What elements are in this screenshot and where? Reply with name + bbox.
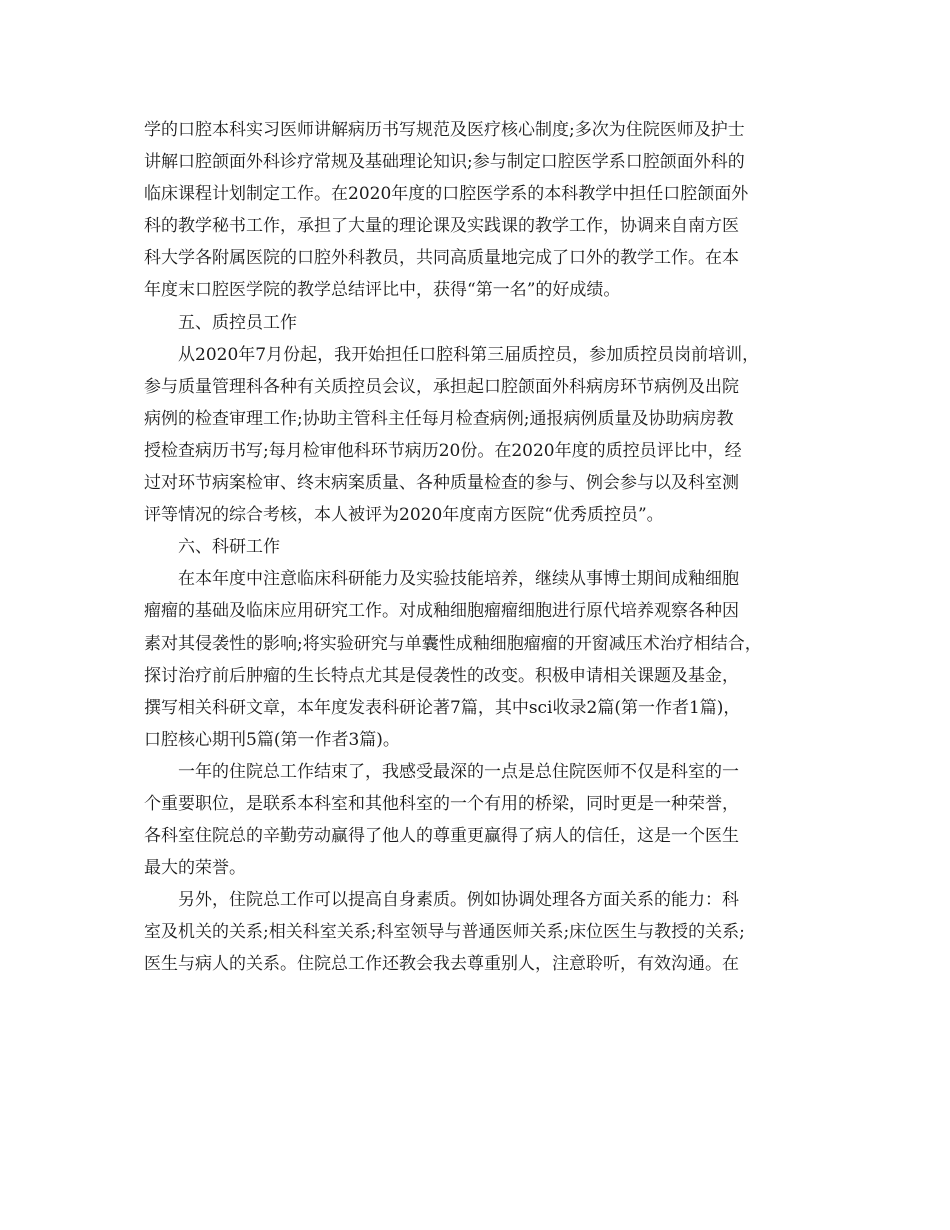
text-line: 过对环节病案检审、终末病案质量、各种质量检查的参与、例会参与以及科室测 bbox=[144, 473, 739, 494]
text-line: 评等情况的综合考核，本人被评为2020年度南方医院“优秀质控员”。 bbox=[144, 505, 664, 526]
text-line: 在本年度中注意临床科研能力及实验技能培养，继续从事博士期间成釉细胞 bbox=[178, 569, 739, 590]
text-line: 一年的住院总工作结束了，我感受最深的一点是总住院医师不仅是科室的一 bbox=[178, 761, 739, 782]
text-line: 病例的检查审理工作;协助主管科主任每月检查病例;通报病例质量及协助病房教 bbox=[144, 408, 734, 429]
text-line: 另外，住院总工作可以提高自身素质。例如协调处理各方面关系的能力：科 bbox=[178, 890, 739, 911]
text-line: 撰写相关科研文章，本年度发表科研论著7篇，其中sci收录2篇(第一作者1篇)， bbox=[144, 697, 741, 718]
text-line: 瘤瘤的基础及临床应用研究工作。对成釉细胞瘤瘤细胞进行原代培养观察各种因 bbox=[144, 601, 739, 622]
text-line: 授检查病历书写;每月检审他科环节病历20份。在2020年度的质控员评比中，经 bbox=[144, 440, 742, 461]
text-line: 室及机关的关系;相关科室关系;科室领导与普通医师关系;床位医生与教授的关系; bbox=[144, 922, 745, 943]
text-line: 探讨治疗前后肿瘤的生长特点尤其是侵袭性的改变。积极申请相关课题及基金， bbox=[144, 665, 739, 686]
text-line: 个重要职位，是联系本科室和其他科室的一个有用的桥梁，同时更是一种荣誉， bbox=[144, 793, 739, 814]
text-line: 素对其侵袭性的影响;将实验研究与单囊性成釉细胞瘤瘤的开窗减压术治疗相结合， bbox=[144, 633, 762, 654]
text-line: 从2020年7月份起，我开始担任口腔科第三届质控员，参加质控员岗前培训， bbox=[178, 344, 760, 365]
text-line: 科的教学秘书工作，承担了大量的理论课及实践课的教学工作，协调来自南方医 bbox=[144, 216, 739, 237]
text-line: 科大学各附属医院的口腔外科教员，共同高质量地完成了口外的教学工作。在本 bbox=[144, 248, 739, 269]
text-line: 六、科研工作 bbox=[178, 537, 280, 558]
text-line: 参与质量管理科各种有关质控员会议，承担起口腔颌面外科病房环节病例及出院 bbox=[144, 376, 739, 397]
text-line: 讲解口腔颌面外科诊疗常规及基础理论知识;参与制定口腔医学系口腔颌面外科的 bbox=[144, 152, 745, 173]
document-body bbox=[144, 114, 824, 981]
text-line: 医生与病人的关系。住院总工作还教会我去尊重别人，注意聆听，有效沟通。在 bbox=[144, 954, 739, 975]
text-line: 学的口腔本科实习医师讲解病历书写规范及医疗核心制度;多次为住院医师及护士 bbox=[144, 120, 745, 140]
text-line: 年度末口腔医学院的教学总结评比中，获得“第一名”的好成绩。 bbox=[144, 280, 621, 301]
text-line: 临床课程计划制定工作。在2020年度的口腔医学系的本科教学中担任口腔颌面外 bbox=[144, 184, 749, 205]
text-line: 五、质控员工作 bbox=[178, 312, 297, 333]
text-line: 各科室住院总的辛勤劳动赢得了他人的尊重更赢得了病人的信任，这是一个医生 bbox=[144, 826, 739, 847]
text-line: 口腔核心期刊5篇(第一作者3篇)。 bbox=[144, 729, 400, 750]
text-line: 最大的荣誉。 bbox=[144, 858, 246, 879]
